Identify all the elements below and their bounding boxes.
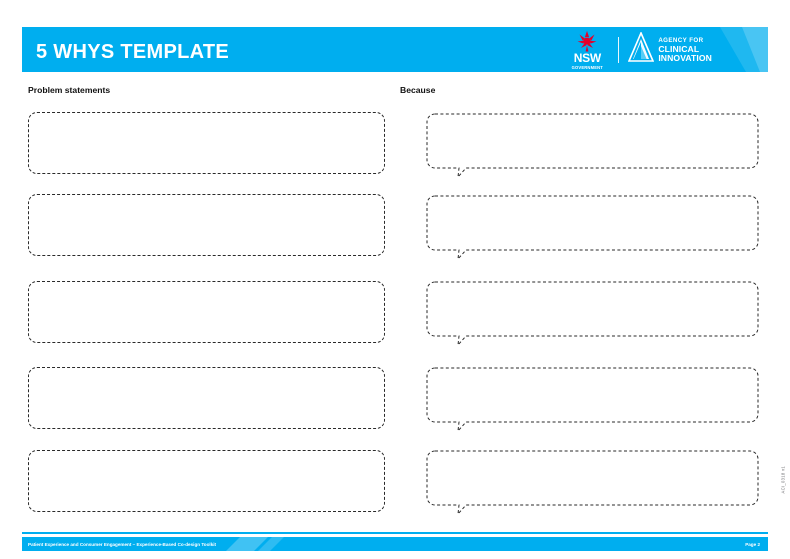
nsw-logo-subtext: GOVERNMENT [571,64,603,70]
problem-statement-box-1[interactable] [28,112,385,174]
aci-line-3: INNOVATION [658,52,712,63]
footer-rule [22,532,768,534]
problem-statement-box-3[interactable] [28,281,385,343]
footer-text: Patient Experience and Consumer Engagement – Experience-Based Co-design Toolkit [28,542,217,547]
aci-triangle-icon [628,32,654,67]
because-bubble-1[interactable] [426,113,759,175]
aci-line-2: CLINICAL [658,44,700,55]
problem-statement-box-2[interactable] [28,194,385,256]
document-code: ACI_0318 v1 [781,466,786,494]
nsw-logo-wordmark: NSW [573,50,601,65]
because-bubble-3[interactable] [426,281,759,343]
aci-logo [628,33,712,67]
logo-group [565,29,712,70]
because-bubble-4[interactable] [426,367,759,429]
page-title: 5 WHYS TEMPLATE [36,41,230,63]
problem-statement-box-5[interactable] [28,450,385,512]
because-bubble-2[interactable] [426,195,759,257]
because-bubble-5[interactable] [426,450,759,512]
aci-line-1: AGENCY FOR [658,36,704,44]
logo-divider [618,37,619,63]
column-heading-problem-statements: Problem statements [28,85,111,95]
nsw-government-logo [565,30,609,70]
aci-wordmark [658,37,712,63]
column-heading-because: Because [400,85,436,95]
problem-statement-box-4[interactable] [28,367,385,429]
footer-page-number: Page 2 [745,542,760,547]
